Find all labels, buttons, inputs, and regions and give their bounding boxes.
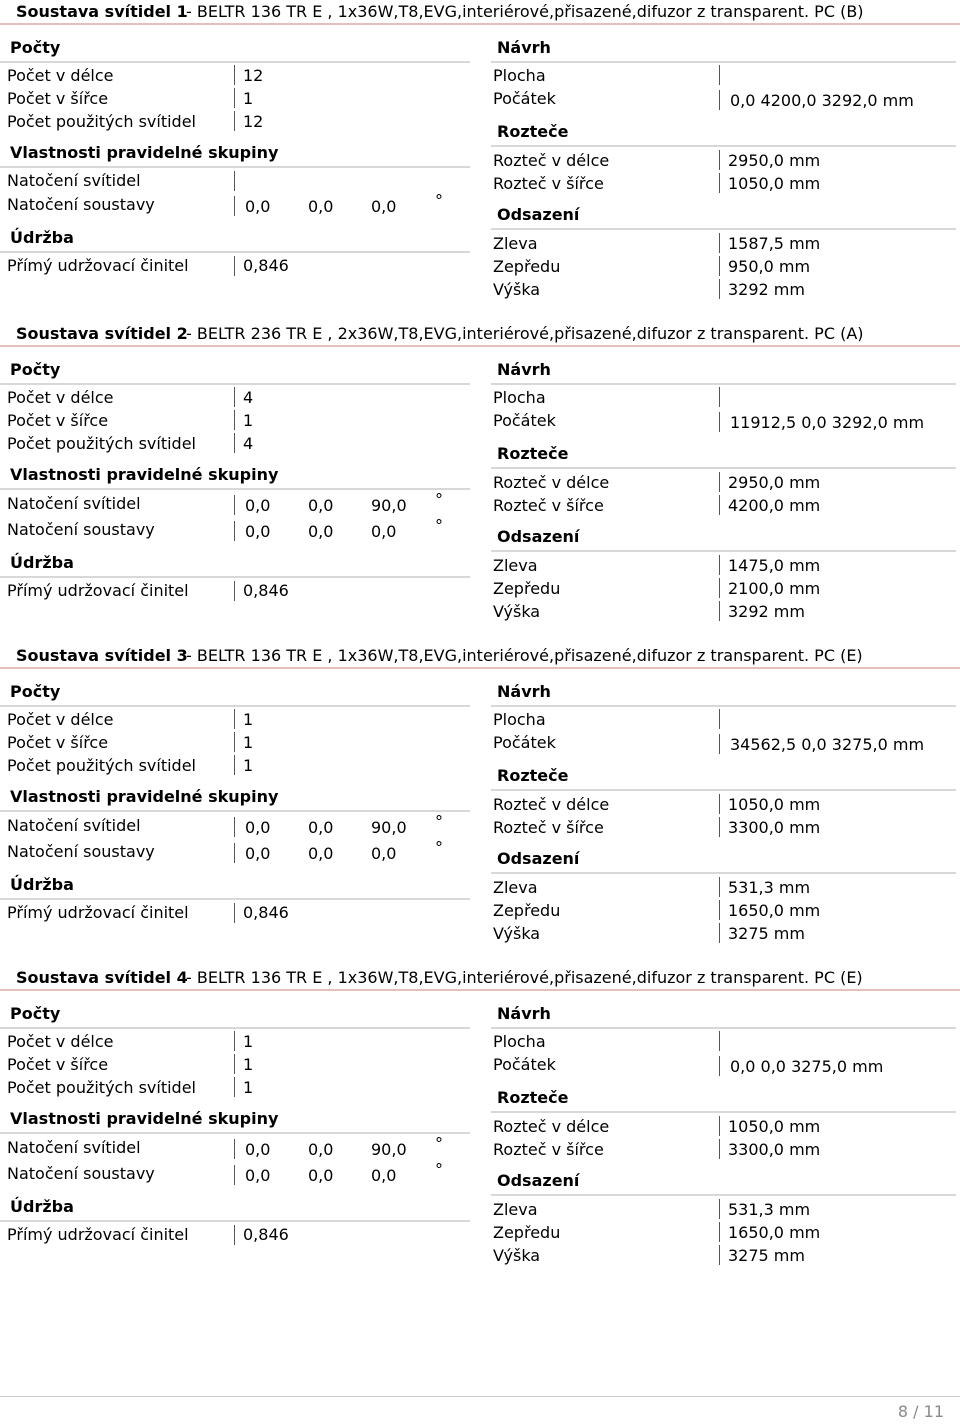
heading-vlastnosti-rule: [0, 488, 470, 490]
label-vyska: Výška: [493, 602, 541, 621]
value-pocet-pouzitych: 4: [243, 434, 254, 453]
value-pocet-v-sirce: 1: [243, 411, 254, 430]
heading-vlastnosti-rule: [0, 810, 470, 812]
separator: [719, 233, 720, 253]
heading-rozteci: Rozteče: [497, 766, 569, 785]
separator: [234, 1077, 235, 1097]
separator: [234, 387, 235, 407]
separator: [234, 65, 235, 85]
separator: [719, 412, 720, 432]
separator: [234, 1165, 235, 1185]
heading-udrzba: Údržba: [10, 875, 74, 894]
separator: [234, 433, 235, 453]
separator: [719, 601, 720, 621]
label-pocet-v-delce: Počet v délce: [7, 388, 114, 407]
separator: [719, 256, 720, 276]
heading-odsazeni-rule: [491, 228, 956, 230]
value-pocatek: 0,0 4200,0 3292,0 mm: [730, 91, 914, 110]
label-roztec-v-sirce: Rozteč v šířce: [493, 174, 604, 193]
value-natoceni-soustavy-y: 0,0: [308, 1166, 334, 1185]
value-pocet-pouzitych: 1: [243, 1078, 254, 1097]
label-zleva: Zleva: [493, 556, 538, 575]
label-primy-udrzovaci: Přímý udržovací činitel: [7, 256, 189, 275]
value-zepredu: 2100,0 mm: [728, 579, 821, 598]
separator: [719, 1245, 720, 1265]
heading-navrh: Návrh: [497, 1004, 551, 1023]
value-pocatek: 34562,5 0,0 3275,0 mm: [730, 735, 925, 754]
separator: [719, 709, 720, 729]
heading-udrzba-rule: [0, 576, 470, 578]
heading-odsazeni: Odsazení: [497, 849, 580, 868]
label-pocet-v-sirce: Počet v šířce: [7, 89, 109, 108]
separator: [234, 410, 235, 430]
value-pocet-v-sirce: 1: [243, 733, 254, 752]
value-primy-udrzovaci: 0,846: [243, 1225, 289, 1244]
label-natoceni-svitidel: Natočení svítidel: [7, 816, 141, 835]
value-roztec-v-delce: 1050,0 mm: [728, 795, 821, 814]
label-pocet-pouzitych: Počet použitých svítidel: [7, 434, 196, 453]
separator: [234, 817, 235, 837]
label-natoceni-soustavy: Natočení soustavy: [7, 842, 155, 861]
value-primy-udrzovaci: 0,846: [243, 903, 289, 922]
value-pocet-v-delce: 1: [243, 710, 254, 729]
heading-vlastnosti: Vlastnosti pravidelné skupiny: [10, 787, 279, 806]
label-pocatek: Počátek: [493, 411, 556, 430]
separator: [719, 279, 720, 299]
label-pocet-pouzitych: Počet použitých svítidel: [7, 112, 196, 131]
label-vyska: Výška: [493, 924, 541, 943]
section-description: - BELTR 136 TR E , 1x36W,T8,EVG,interiérové,přisazené,difuzor z transparent. PC (E): [186, 646, 863, 665]
value-natoceni-soustavy-x: 0,0: [245, 197, 271, 216]
heading-odsazeni: Odsazení: [497, 1171, 580, 1190]
separator: [234, 1054, 235, 1074]
value-natoceni-soustavy-y: 0,0: [308, 197, 334, 216]
heading-pocty: Počty: [10, 38, 61, 57]
separator: [719, 1056, 720, 1076]
value-pocet-pouzitych: 1: [243, 756, 254, 775]
label-pocet-pouzitych: Počet použitých svítidel: [7, 1078, 196, 1097]
heading-odsazeni: Odsazení: [497, 527, 580, 546]
value-zleva: 1587,5 mm: [728, 234, 821, 253]
label-zepredu: Zepředu: [493, 1223, 561, 1242]
heading-navrh: Návrh: [497, 360, 551, 379]
heading-navrh: Návrh: [497, 38, 551, 57]
value-natoceni-svitidel-z: 90,0: [371, 496, 407, 515]
value-pocet-v-delce: 1: [243, 1032, 254, 1051]
value-pocatek: 11912,5 0,0 3292,0 mm: [730, 413, 925, 432]
value-pocet-v-sirce: 1: [243, 89, 254, 108]
separator: [234, 1139, 235, 1159]
value-natoceni-svitidel-z: 90,0: [371, 818, 407, 837]
heading-udrzba-rule: [0, 1220, 470, 1222]
value-natoceni-soustavy-x: 0,0: [245, 522, 271, 541]
heading-odsazeni-rule: [491, 550, 956, 552]
label-roztec-v-delce: Rozteč v délce: [493, 151, 610, 170]
label-roztec-v-sirce: Rozteč v šířce: [493, 496, 604, 515]
heading-pocty-rule: [0, 383, 470, 385]
label-primy-udrzovaci: Přímý udržovací činitel: [7, 581, 189, 600]
value-vyska: 3292 mm: [728, 280, 805, 299]
separator: [234, 495, 235, 515]
label-roztec-v-sirce: Rozteč v šířce: [493, 1140, 604, 1159]
separator: [719, 1199, 720, 1219]
section-header-rule: [0, 667, 960, 669]
value-zepredu: 1650,0 mm: [728, 1223, 821, 1242]
value-pocet-v-sirce: 1: [243, 1055, 254, 1074]
label-plocha: Plocha: [493, 388, 546, 407]
section-description: - BELTR 236 TR E , 2x36W,T8,EVG,interiérové,přisazené,difuzor z transparent. PC (A): [186, 324, 864, 343]
degree-symbol: °: [435, 1160, 443, 1179]
label-pocet-v-sirce: Počet v šířce: [7, 1055, 109, 1074]
value-vyska: 3275 mm: [728, 924, 805, 943]
separator: [234, 709, 235, 729]
value-roztec-v-sirce: 1050,0 mm: [728, 174, 821, 193]
value-zepredu: 1650,0 mm: [728, 901, 821, 920]
separator: [719, 472, 720, 492]
label-zepredu: Zepředu: [493, 257, 561, 276]
heading-pocty: Počty: [10, 682, 61, 701]
separator: [234, 111, 235, 131]
separator: [719, 1116, 720, 1136]
label-roztec-v-delce: Rozteč v délce: [493, 1117, 610, 1136]
separator: [719, 495, 720, 515]
heading-udrzba-rule: [0, 251, 470, 253]
value-roztec-v-delce: 1050,0 mm: [728, 1117, 821, 1136]
degree-symbol: °: [435, 490, 443, 509]
degree-symbol: °: [435, 838, 443, 857]
value-primy-udrzovaci: 0,846: [243, 581, 289, 600]
label-plocha: Plocha: [493, 710, 546, 729]
label-natoceni-svitidel: Natočení svítidel: [7, 171, 141, 190]
label-pocatek: Počátek: [493, 89, 556, 108]
separator: [234, 903, 235, 923]
separator: [719, 90, 720, 110]
label-zleva: Zleva: [493, 878, 538, 897]
value-roztec-v-delce: 2950,0 mm: [728, 473, 821, 492]
heading-pocty: Počty: [10, 1004, 61, 1023]
label-vyska: Výška: [493, 280, 541, 299]
footer-divider: [0, 1396, 960, 1397]
page-number: 8 / 11: [897, 1402, 944, 1421]
heading-rozteci: Rozteče: [497, 1088, 569, 1107]
heading-vlastnosti-rule: [0, 1132, 470, 1134]
degree-symbol: °: [435, 191, 443, 210]
separator: [719, 1139, 720, 1159]
value-natoceni-svitidel-y: 0,0: [308, 818, 334, 837]
separator: [234, 1031, 235, 1051]
separator: [234, 171, 235, 191]
label-zepredu: Zepředu: [493, 579, 561, 598]
value-natoceni-soustavy-z: 0,0: [371, 197, 397, 216]
value-pocet-v-delce: 12: [243, 66, 264, 85]
separator: [719, 794, 720, 814]
heading-rozteci-rule: [491, 467, 956, 469]
separator: [234, 521, 235, 541]
separator: [719, 1031, 720, 1051]
heading-pocty-rule: [0, 61, 470, 63]
separator: [234, 256, 235, 276]
label-plocha: Plocha: [493, 66, 546, 85]
heading-rozteci-rule: [491, 145, 956, 147]
label-plocha: Plocha: [493, 1032, 546, 1051]
heading-vlastnosti-rule: [0, 166, 470, 168]
separator: [234, 196, 235, 216]
separator: [234, 1225, 235, 1245]
value-natoceni-svitidel-z: 90,0: [371, 1140, 407, 1159]
value-natoceni-soustavy-z: 0,0: [371, 1166, 397, 1185]
label-primy-udrzovaci: Přímý udržovací činitel: [7, 903, 189, 922]
separator: [719, 900, 720, 920]
separator: [234, 88, 235, 108]
label-vyska: Výška: [493, 1246, 541, 1265]
value-vyska: 3275 mm: [728, 1246, 805, 1265]
separator: [234, 732, 235, 752]
heading-rozteci: Rozteče: [497, 444, 569, 463]
label-roztec-v-sirce: Rozteč v šířce: [493, 818, 604, 837]
value-zleva: 531,3 mm: [728, 878, 811, 897]
label-zleva: Zleva: [493, 234, 538, 253]
label-pocet-v-delce: Počet v délce: [7, 1032, 114, 1051]
heading-navrh-rule: [491, 1027, 956, 1029]
label-pocet-pouzitych: Počet použitých svítidel: [7, 756, 196, 775]
separator: [719, 173, 720, 193]
separator: [719, 150, 720, 170]
label-roztec-v-delce: Rozteč v délce: [493, 473, 610, 492]
label-natoceni-soustavy: Natočení soustavy: [7, 195, 155, 214]
heading-navrh-rule: [491, 61, 956, 63]
heading-rozteci: Rozteče: [497, 122, 569, 141]
value-zleva: 531,3 mm: [728, 1200, 811, 1219]
value-roztec-v-sirce: 3300,0 mm: [728, 1140, 821, 1159]
value-natoceni-soustavy-y: 0,0: [308, 522, 334, 541]
value-natoceni-soustavy-z: 0,0: [371, 844, 397, 863]
heading-udrzba: Údržba: [10, 1197, 74, 1216]
value-primy-udrzovaci: 0,846: [243, 256, 289, 275]
label-natoceni-svitidel: Natočení svítidel: [7, 1138, 141, 1157]
heading-vlastnosti: Vlastnosti pravidelné skupiny: [10, 465, 279, 484]
label-primy-udrzovaci: Přímý udržovací činitel: [7, 1225, 189, 1244]
label-pocet-v-delce: Počet v délce: [7, 66, 114, 85]
heading-rozteci-rule: [491, 789, 956, 791]
heading-pocty: Počty: [10, 360, 61, 379]
label-natoceni-svitidel: Natočení svítidel: [7, 494, 141, 513]
heading-odsazeni-rule: [491, 872, 956, 874]
label-zepredu: Zepředu: [493, 901, 561, 920]
value-natoceni-svitidel-x: 0,0: [245, 496, 271, 515]
label-pocet-v-sirce: Počet v šířce: [7, 733, 109, 752]
value-natoceni-svitidel-y: 0,0: [308, 1140, 334, 1159]
value-vyska: 3292 mm: [728, 602, 805, 621]
separator: [234, 755, 235, 775]
value-pocet-pouzitych: 12: [243, 112, 264, 131]
label-natoceni-soustavy: Natočení soustavy: [7, 1164, 155, 1183]
heading-pocty-rule: [0, 705, 470, 707]
section-title: Soustava svítidel 4: [16, 968, 188, 987]
separator: [719, 555, 720, 575]
heading-udrzba: Údržba: [10, 553, 74, 572]
heading-pocty-rule: [0, 1027, 470, 1029]
separator: [719, 817, 720, 837]
value-natoceni-svitidel-y: 0,0: [308, 496, 334, 515]
section-title: Soustava svítidel 1: [16, 2, 188, 21]
separator: [719, 1222, 720, 1242]
value-pocet-v-delce: 4: [243, 388, 254, 407]
heading-udrzba-rule: [0, 898, 470, 900]
label-natoceni-soustavy: Natočení soustavy: [7, 520, 155, 539]
section-header-rule: [0, 345, 960, 347]
heading-odsazeni-rule: [491, 1194, 956, 1196]
degree-symbol: °: [435, 812, 443, 831]
label-zleva: Zleva: [493, 1200, 538, 1219]
heading-udrzba: Údržba: [10, 228, 74, 247]
value-pocatek: 0,0 0,0 3275,0 mm: [730, 1057, 884, 1076]
separator: [719, 877, 720, 897]
separator: [719, 923, 720, 943]
heading-vlastnosti: Vlastnosti pravidelné skupiny: [10, 143, 279, 162]
separator: [234, 581, 235, 601]
section-header-rule: [0, 23, 960, 25]
value-zepredu: 950,0 mm: [728, 257, 811, 276]
section-title: Soustava svítidel 3: [16, 646, 188, 665]
degree-symbol: °: [435, 1134, 443, 1153]
value-natoceni-soustavy-x: 0,0: [245, 1166, 271, 1185]
value-natoceni-svitidel-x: 0,0: [245, 818, 271, 837]
heading-vlastnosti: Vlastnosti pravidelné skupiny: [10, 1109, 279, 1128]
heading-navrh-rule: [491, 383, 956, 385]
heading-navrh: Návrh: [497, 682, 551, 701]
value-natoceni-soustavy-x: 0,0: [245, 844, 271, 863]
heading-navrh-rule: [491, 705, 956, 707]
label-pocatek: Počátek: [493, 733, 556, 752]
heading-rozteci-rule: [491, 1111, 956, 1113]
value-natoceni-svitidel-x: 0,0: [245, 1140, 271, 1159]
section-description: - BELTR 136 TR E , 1x36W,T8,EVG,interiérové,přisazené,difuzor z transparent. PC (E): [186, 968, 863, 987]
separator: [234, 843, 235, 863]
section-header-rule: [0, 989, 960, 991]
value-natoceni-soustavy-z: 0,0: [371, 522, 397, 541]
label-pocet-v-sirce: Počet v šířce: [7, 411, 109, 430]
label-roztec-v-delce: Rozteč v délce: [493, 795, 610, 814]
value-roztec-v-sirce: 3300,0 mm: [728, 818, 821, 837]
label-pocet-v-delce: Počet v délce: [7, 710, 114, 729]
separator: [719, 65, 720, 85]
separator: [719, 734, 720, 754]
separator: [719, 578, 720, 598]
degree-symbol: °: [435, 516, 443, 535]
heading-odsazeni: Odsazení: [497, 205, 580, 224]
section-title: Soustava svítidel 2: [16, 324, 188, 343]
value-zleva: 1475,0 mm: [728, 556, 821, 575]
label-pocatek: Počátek: [493, 1055, 556, 1074]
section-description: - BELTR 136 TR E , 1x36W,T8,EVG,interiérové,přisazené,difuzor z transparent. PC (B): [186, 2, 864, 21]
value-roztec-v-sirce: 4200,0 mm: [728, 496, 821, 515]
value-roztec-v-delce: 2950,0 mm: [728, 151, 821, 170]
value-natoceni-soustavy-y: 0,0: [308, 844, 334, 863]
separator: [719, 387, 720, 407]
